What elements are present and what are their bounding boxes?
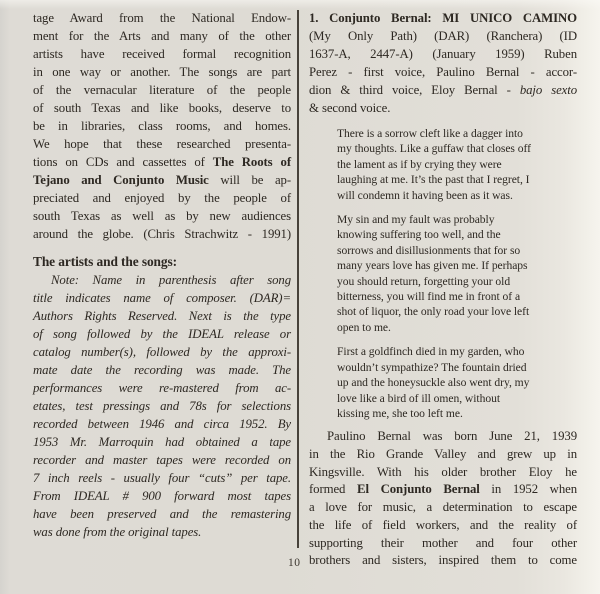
text-line: sorrows and disillusionments that for so [337,243,521,257]
text-line: Perez - first voice, Paulino Bernal - accor- [309,65,577,79]
text-line: performances were re-mastered from ac- [33,381,291,395]
text-line: etates, test pressings and 78s for selections [33,399,291,413]
text-line: wouldn’t sympathize? The fountain dried [337,360,527,374]
text-line: the life of field workers, and the reality of [309,517,577,532]
text-line: & second voice. [309,101,391,115]
text-segment: formed [309,482,358,497]
text-line: We hope that these researched presenta- [33,137,291,151]
text-line: was done from the original tapes. [33,525,202,539]
text-line: have been preserved and the remastering [33,507,291,521]
text-line: There is a sorrow cleft like a dagger into [337,127,523,140]
text-line: many years love has given me. If perhaps [337,259,528,273]
lyrics-stanza-3 [337,344,577,421]
text-line [33,171,291,189]
paragraph-note [33,271,291,541]
text-line: in one way or another. The songs are part [33,65,291,79]
italic-segment: bajo sexto [519,83,577,97]
right-column [309,9,577,570]
bold-segment: Tejano and Conjunto Music [33,173,209,187]
text-line: Kingsville. With his older brother Eloy he [309,464,577,479]
text-line [309,81,577,99]
bold-segment: 1. Conjunto Bernal: MI UNICO CAMINO [309,11,577,25]
text-line: 1953 Mr. Marroquin had obtained a tape [33,435,291,449]
text-line: recorded between 1946 and circa 1952. By [33,417,291,431]
section-heading: The artists and the songs: [33,254,177,269]
text-line: brothers and sisters, inspired them to come [309,553,577,568]
text-line: of south Texas and like books, deserve to [33,101,291,115]
lyrics-stanza-2 [337,212,577,335]
text-line: catalog number(s), followed by the approxi- [33,345,291,359]
text-line: 1637-A, 2447-A) (January 1959) Ruben [309,47,577,61]
text-segment: dion & third voice, Eloy Bernal - [309,83,520,97]
text-segment: tions on CDs and cassettes of [33,155,213,169]
text-line: preciated and enjoyed by the people of [33,191,291,205]
text-line: knowing suffering too well, and the [337,228,501,242]
text-line: bitterness, you will find me in front of a [337,290,521,304]
text-line: ment for the Arts and many of the other [33,29,291,43]
text-line: tage Award from the National Endow- [33,11,291,25]
text-line: My sin and my fault was probably [337,213,495,227]
text-line: my thoughts. Like a guffaw that closes off [337,142,531,156]
text-line: of song followed by the IDEAL release or [33,327,291,341]
lyrics-stanza-1 [337,126,577,203]
text-line: the lament as if by crying they were [337,157,502,171]
text-segment: in 1952 when [479,482,577,497]
text-line: mate date the recording was made. The [33,363,291,377]
column-divider [297,10,299,548]
text-line: in the Rio Grande Valley and grew up in [309,447,577,462]
text-line [309,9,577,27]
text-line: shot of liquor, the only road your love left [337,305,530,319]
text-line: will condemn it having been as it was. [337,188,513,202]
text-line: Authors Rights Reserved. Next is the type [33,309,291,323]
text-line: open to me. [337,320,391,334]
paragraph-bio [309,428,577,570]
bold-segment: The Roots of [212,155,291,169]
text-line: First a goldfinch died in my garden, who [337,345,525,359]
text-line: 7 inch reels - usually four “cuts” per tape. [33,471,291,485]
text-line: you should return, forgetting your old [337,274,511,288]
text-line: From IDEAL # 900 forward most tapes [33,489,291,503]
bold-segment: El Conjunto Bernal [357,482,480,497]
lyrics-translation [337,126,577,421]
text-line: title indicates name of composer. (DAR)= [33,291,291,305]
text-line: artists have received formal recognition [33,47,291,61]
text-line: be in libraries, class rooms, and homes. [33,119,291,133]
text-line: kissing me, she too left me. [337,406,463,420]
paragraph-intro [33,9,291,243]
text-segment: will be ap- [208,173,291,187]
text-line: Paulino Bernal was born June 21, 1939 [327,429,577,444]
text-line: (My Only Path) (DAR) (Ranchera) (ID [309,29,577,43]
text-line: of the vernacular literature of the people [33,83,291,97]
page-number: 10 [288,557,301,569]
text-line: love like a bird of ill omen, without [337,391,501,405]
text-line [33,153,291,171]
text-line: laughing at me. It’s the past that I regret, I [337,173,530,187]
text-line: around the globe. (Chris Strachwitz - 1991) [33,227,291,241]
left-column [33,9,291,541]
text-line: a love for music, a determination to escape [309,500,577,515]
text-line: supporting their mother and four other [309,535,577,550]
text-line [309,481,577,499]
text-line: recorder and master tapes were recorded on [33,453,291,467]
text-line: south Texas as well as by new audiences [33,209,291,223]
text-line: up and the honeysuckle also went dry, my [337,376,530,390]
track-entry [309,9,577,117]
text-line: Note: Name in parenthesis after song [51,273,291,287]
